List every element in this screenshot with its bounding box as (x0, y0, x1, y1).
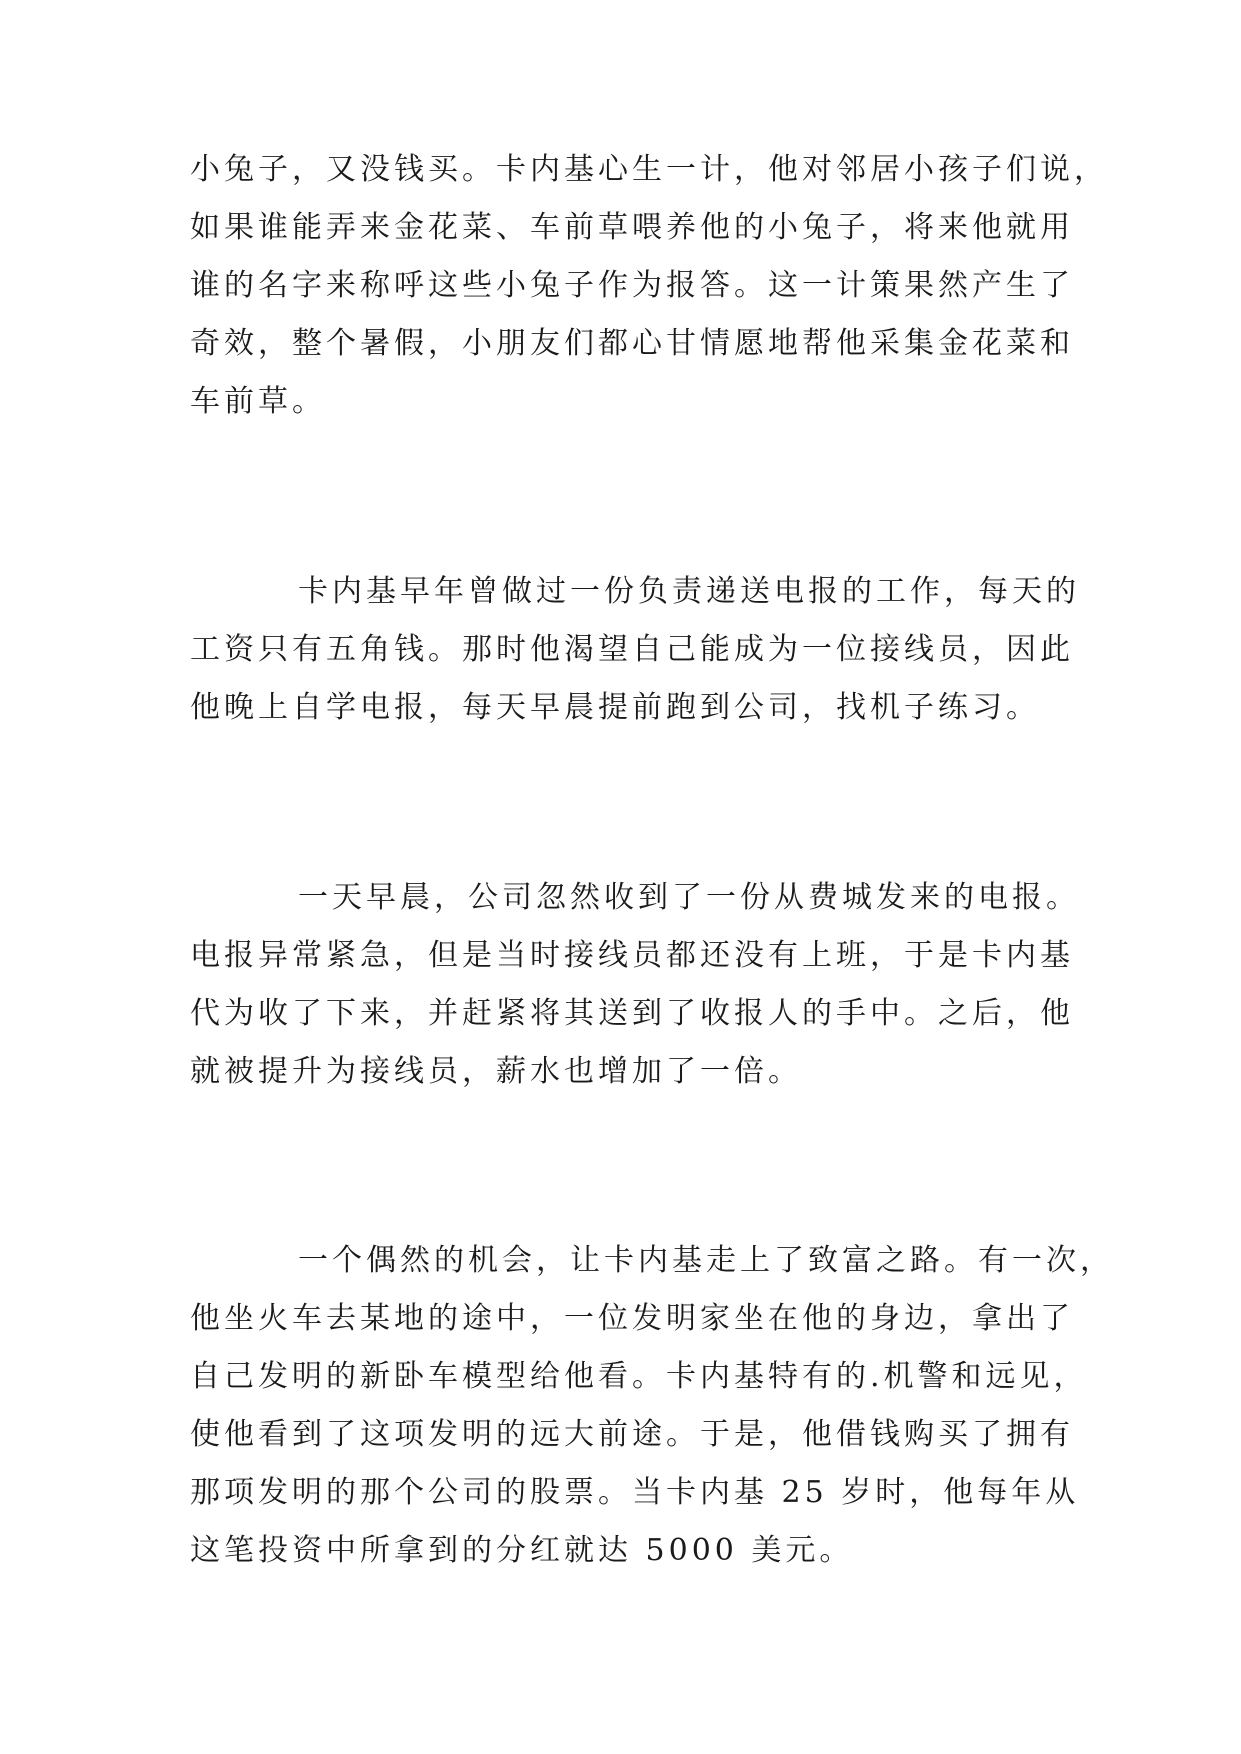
text-line: 工资只有五角钱。那时他渴望自己能成为一位接线员，因此 (190, 632, 1074, 667)
text-line: 奇效，整个暑假，小朋友们都心甘情愿地帮他采集金花菜和 (190, 326, 1074, 361)
text-line: 就被提升为接线员，薪水也增加了一倍。 (190, 1054, 802, 1089)
text-line: 一个偶然的机会，让卡内基走上了致富之路。有一次， (298, 1243, 1114, 1278)
text-line: 他晚上自学电报，每天早晨提前跑到公司，找机子练习。 (190, 690, 1040, 725)
text-line: 卡内基早年曾做过一份负责递送电报的工作，每天的 (298, 574, 1080, 609)
text-line: 谁的名字来称呼这些小兔子作为报答。这一计策果然产生了 (190, 268, 1074, 303)
text-line: 车前草。 (190, 384, 326, 419)
text-line: 这笔投资中所拿到的分红就达 5000 美元。 (190, 1533, 854, 1568)
text-line: 代为收了下来，并赶紧将其送到了收报人的手中。之后，他 (190, 996, 1074, 1031)
text-line: 使他看到了这项发明的远大前途。于是，他借钱购买了拥有 (190, 1417, 1074, 1452)
text-line: 电报异常紧急，但是当时接线员都还没有上班，于是卡内基 (190, 938, 1074, 973)
text-line: 一天早晨，公司忽然收到了一份从费城发来的电报。 (298, 880, 1080, 915)
text-line: 小兔子，又没钱买。卡内基心生一计，他对邻居小孩子们说， (190, 152, 1108, 187)
text-line: 那项发明的那个公司的股票。当卡内基 25 岁时，他每年从 (190, 1475, 1080, 1510)
text-line: 自己发明的新卧车模型给他看。卡内基特有的.机警和远见， (190, 1359, 1088, 1394)
text-line: 他坐火车去某地的途中，一位发明家坐在他的身边，拿出了 (190, 1301, 1074, 1336)
text-line: 如果谁能弄来金花菜、车前草喂养他的小兔子，将来他就用 (190, 210, 1074, 245)
